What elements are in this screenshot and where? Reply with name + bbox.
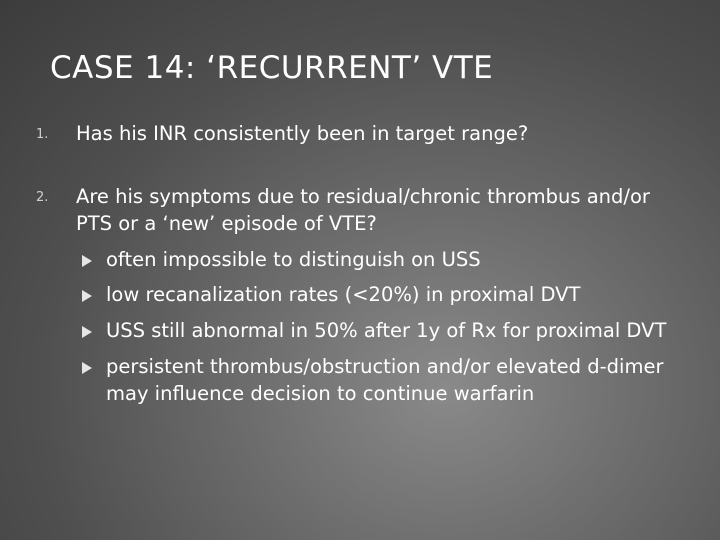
item-text (76, 120, 696, 147)
triangle-bullet-icon (82, 362, 92, 374)
item-line: Are his symptoms due to residual/chronic thrombus and/or (76, 185, 650, 208)
sub-bullet-line: low recanalization rates (<20%) in proximal DVT (106, 283, 581, 306)
sub-bullet-text (106, 281, 706, 308)
sub-bullet-text (106, 353, 706, 407)
triangle-bullet-icon (82, 290, 92, 302)
sub-bullet-line: USS still abnormal in 50% after 1y of Rx for proximal DVT (106, 319, 667, 342)
numbered-item-2 (0, 183, 720, 243)
sub-bullet-line: persistent thrombus/obstruction and/or elevated d-dimer (106, 355, 664, 378)
sub-bullet-line: may influence decision to continue warfarin (106, 382, 535, 405)
item-line: PTS or a ‘new’ episode of VTE? (76, 212, 377, 235)
sub-bullet-text (106, 317, 706, 344)
triangle-bullet-icon (82, 255, 92, 267)
item-number: 1. (36, 127, 49, 142)
sub-bullet-line: often impossible to distinguish on USS (106, 248, 481, 271)
triangle-bullet-icon (82, 326, 92, 338)
sub-bullet-text (106, 246, 706, 273)
numbered-item-1 (0, 120, 720, 150)
sub-bullet-1 (0, 246, 720, 276)
item-text (76, 183, 696, 237)
sub-bullet-2 (0, 281, 720, 311)
slide-title: CASE 14: ‘RECURRENT’ VTE (50, 50, 494, 86)
item-number: 2. (36, 190, 49, 205)
item-line: Has his INR consistently been in target range? (76, 122, 529, 145)
sub-bullet-4 (0, 353, 720, 413)
sub-bullet-3 (0, 317, 720, 347)
